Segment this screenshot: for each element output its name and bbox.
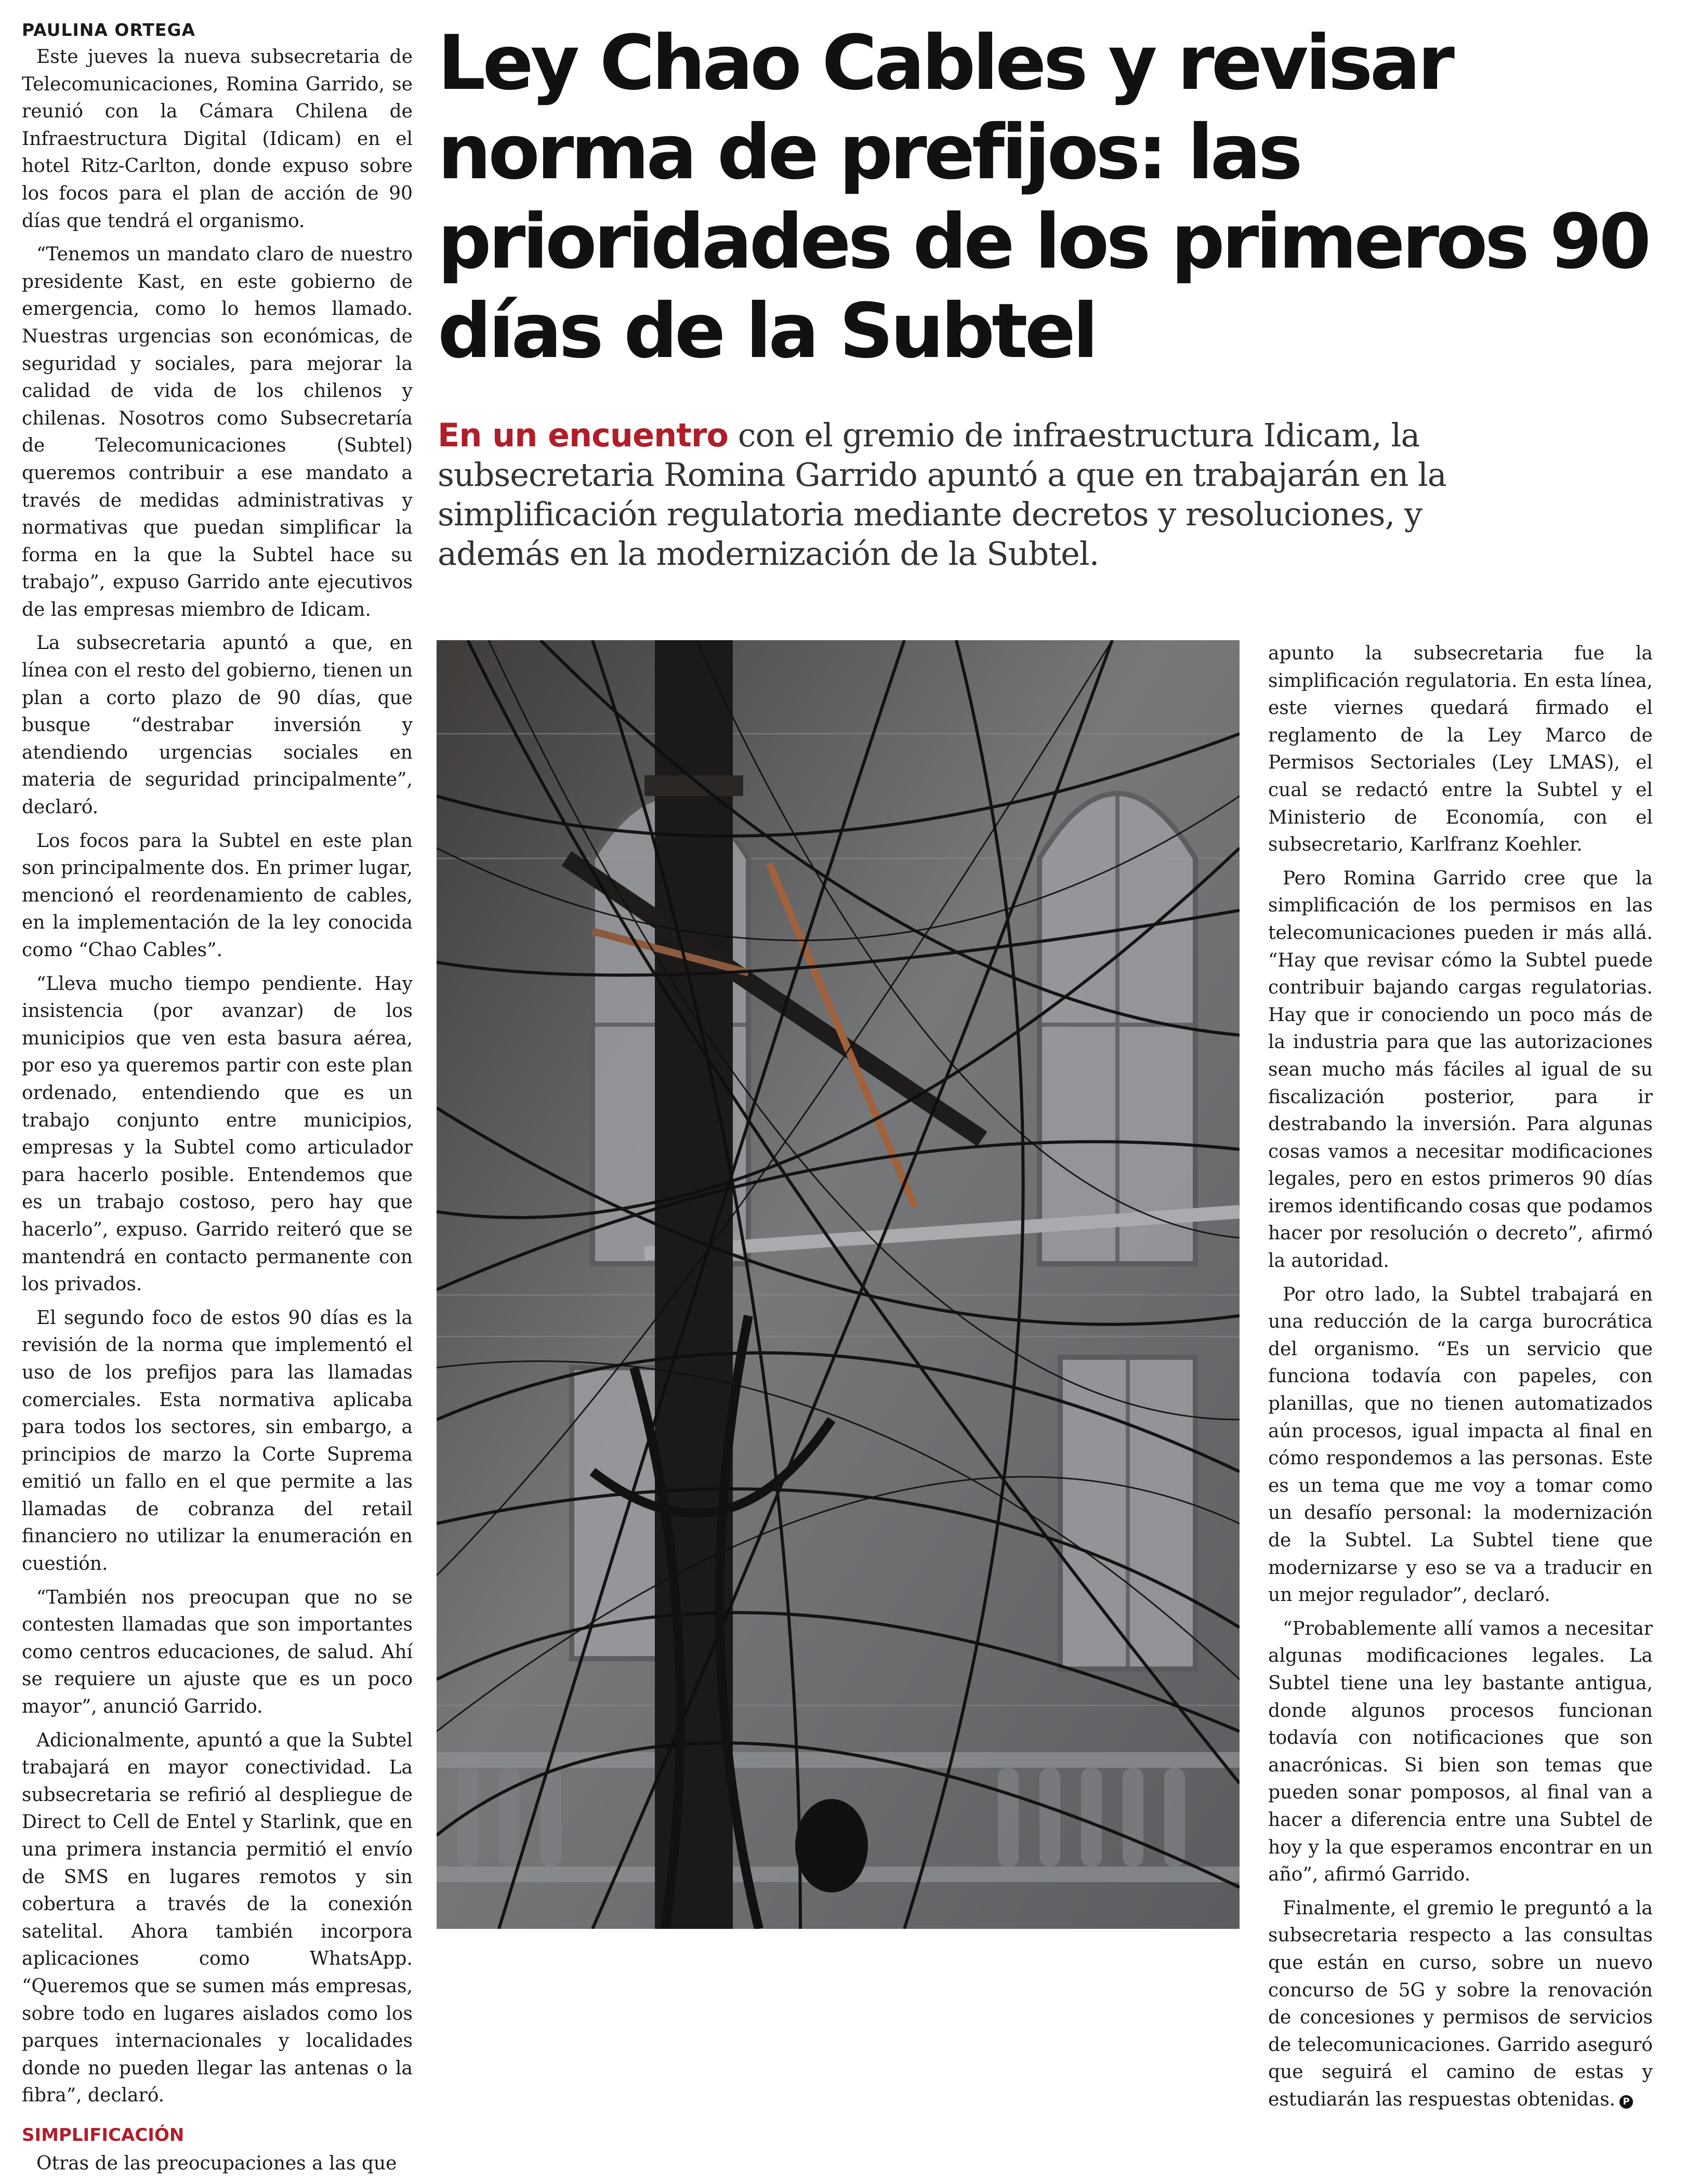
right-paragraph: apunto la subsecretaria fue la simplificación regulatoria. En esta línea, este viernes quedará firmado el reglamento de la Ley Marco de Permisos Sectoriales (Ley LMAS), el cual se redactó entre la Subtel y el Ministerio de Economía, con el subsecretario, Karlfranz Koehler. xyxy=(1268,643,1653,856)
left-paragraph: Adicionalmente, apuntó a que la Subtel trabajará en mayor conectividad. La subsecretaria se refirió al despliegue de Direct to Cell de Entel y Starlink, que en una primera instancia permitió el envío de SMS en lugares remotos y sin cobertura a través de la conexión satelital. Ahora también incorpora aplicaciones como WhatsApp. “Queremos que se sumen más empresas, sobre todo en lugares aislados como los parques internacionales y localidades donde no pueden llegar las antenas o la fibra”, declaró. xyxy=(22,1729,413,2107)
right-paragraph: Pero Romina Garrido cree que la simplificación de los permisos en las telecomunicaciones pueden ir más allá. “Hay que revisar cómo la Subtel puede contribuir bajando cargas regulatorias. Hay que ir conociendo un poco más de la industria para que las autorizaciones sean mucho más fáciles al igual de su fiscalización posterior, para ir destrabando la inversión. Para algunas cosas vamos a necesitar modificaciones legales, pero en estos primeros 90 días iremos identificando cosas que podamos hacer por resolución o decreto”, afirmó la autoridad. xyxy=(1268,867,1653,1272)
left-paragraph: Otras de las preocupaciones a las que xyxy=(36,2152,397,2174)
headline: Ley Chao Cables y revisar norma de prefijos: las prioridades de los primeros 90 días de la Subtel xyxy=(438,19,1649,375)
left-paragraph: “Tenemos un mandato claro de nuestro presidente Kast, en este gobierno de emergencia, como lo hemos llamado. Nuestras urgencias son económicas, de seguridad y sociales, para mejorar la calidad de vida de los chilenos y chilenas. Nosotros como Subsecretaría de Telecomunicaciones (Subtel) queremos contribuir a ese mandato a través de medidas administrativas y normativas que puedan simplificar la forma en la que la Subtel hace su trabajo”, expuso Garrido ante ejecutivos de las empresas miembro de Idicam. xyxy=(22,244,413,620)
cables-photo-illustration xyxy=(437,640,1240,1929)
left-paragraph: “Lleva mucho tiempo pendiente. Hay insistencia (por avanzar) de los municipios que ven esta basura aérea, por eso ya queremos partir con este plan ordenado, entendiendo que es un trabajo conjunto entre municipios, empresas y la Subtel como articulador para hacerlo posible. Entendemos que es un trabajo costoso, pero hay que hacerlo”, expuso. Garrido reiteró que se mantendrá en contacto permanente con los privados. xyxy=(22,973,413,1295)
right-paragraph: “Probablemente allí vamos a necesitar algunas modificaciones legales. La Subtel tiene una ley bastante antigua, donde algunos procesos funcionan todavía con notificaciones que son anacrónicas. Si bien son temas que pueden sonar pomposos, al final van a hacer a diferencia entre una Subtel de hoy y la que esperamos encontrar en un año”, afirmó Garrido. xyxy=(1268,1618,1653,1886)
cables-photo xyxy=(437,640,1240,1929)
end-mark-icon: P xyxy=(1619,2095,1633,2109)
left-column xyxy=(22,19,413,2184)
right-column xyxy=(1268,640,1653,2120)
left-paragraph: El segundo foco de estos 90 días es la revisión de la norma que implementó el uso de los prefijos para las llamadas comerciales. Esta normativa aplicaba para todos los sectores, sin embargo, a principios de marzo la Corte Suprema emitió un fallo en el que permite a las llamadas de cobranza del retail financiero no utilizar la enumeración en cuestión. xyxy=(22,1307,413,1575)
left-paragraph: Este jueves la nueva subsecretaria de Telecomunicaciones, Romina Garrido, se reunió con la Cámara Chilena de Infraestructura Digital (Idicam) en el hotel Ritz-Carlton, donde expuso sobre los focos para el plan de acción de 90 días que tendrá el organismo. xyxy=(22,46,413,232)
right-paragraph-final xyxy=(1268,1895,1653,2114)
left-paragraph: “También nos preocupan que no se contesten llamadas que son importantes como centros educaciones, de salud. Ahí se requiere un ajuste que es un poco mayor”, anunció Garrido. xyxy=(22,1586,413,1718)
byline: PAULINA ORTEGA xyxy=(22,20,196,40)
left-paragraph: La subsecretaria apuntó a que, en línea con el resto del gobierno, tienen un plan a corto plazo de 90 días, que busque “destrabar inversión y atendiendo urgencias sociales en materia de seguridad principalmente”, declaró. xyxy=(22,632,413,818)
left-paragraph: Los focos para la Subtel en este plan son principalmente dos. En primer lugar, mencionó el reordenamiento de cables, en la implementación de la ley conocida como “Chao Cables”. xyxy=(22,830,413,961)
deck xyxy=(438,416,1529,574)
deck-lead: En un encuentro xyxy=(438,416,729,454)
right-paragraph-final-text: Finalmente, el gremio le preguntó a la subsecretaria respecto a las consultas que están en curso, sobre un nuevo concurso de 5G y sobre la renovación de concesiones y permisos de servicios de telecomunicaciones. Garrido aseguró que seguirá el camino de estas y estudiarán las respuestas obtenidas. xyxy=(1268,1897,1653,2110)
section-subhead: SIMPLIFICACIÓN xyxy=(22,2124,185,2146)
right-paragraph: Por otro lado, la Subtel trabajará en una reducción de la carga burocrática del organismo. “Es un servicio que funciona todavía con papeles, con planillas, que no tienen automatizados aún procesos, igual impacta al final en cómo respondemos a las personas. Este es un tema que me voy a tomar como un desafío personal: la modernización de la Subtel. La Subtel tiene que modernizarse y eso se va a traducir en un mejor regulador”, declaró. xyxy=(1268,1283,1653,1606)
deck-text: con el gremio de infraestructura Idicam, la subsecretaria Romina Garrido apuntó a que en trabajarán en la simplificación regulatoria mediante decretos y resoluciones, y además en la modernización de la Subtel. xyxy=(438,416,1446,573)
